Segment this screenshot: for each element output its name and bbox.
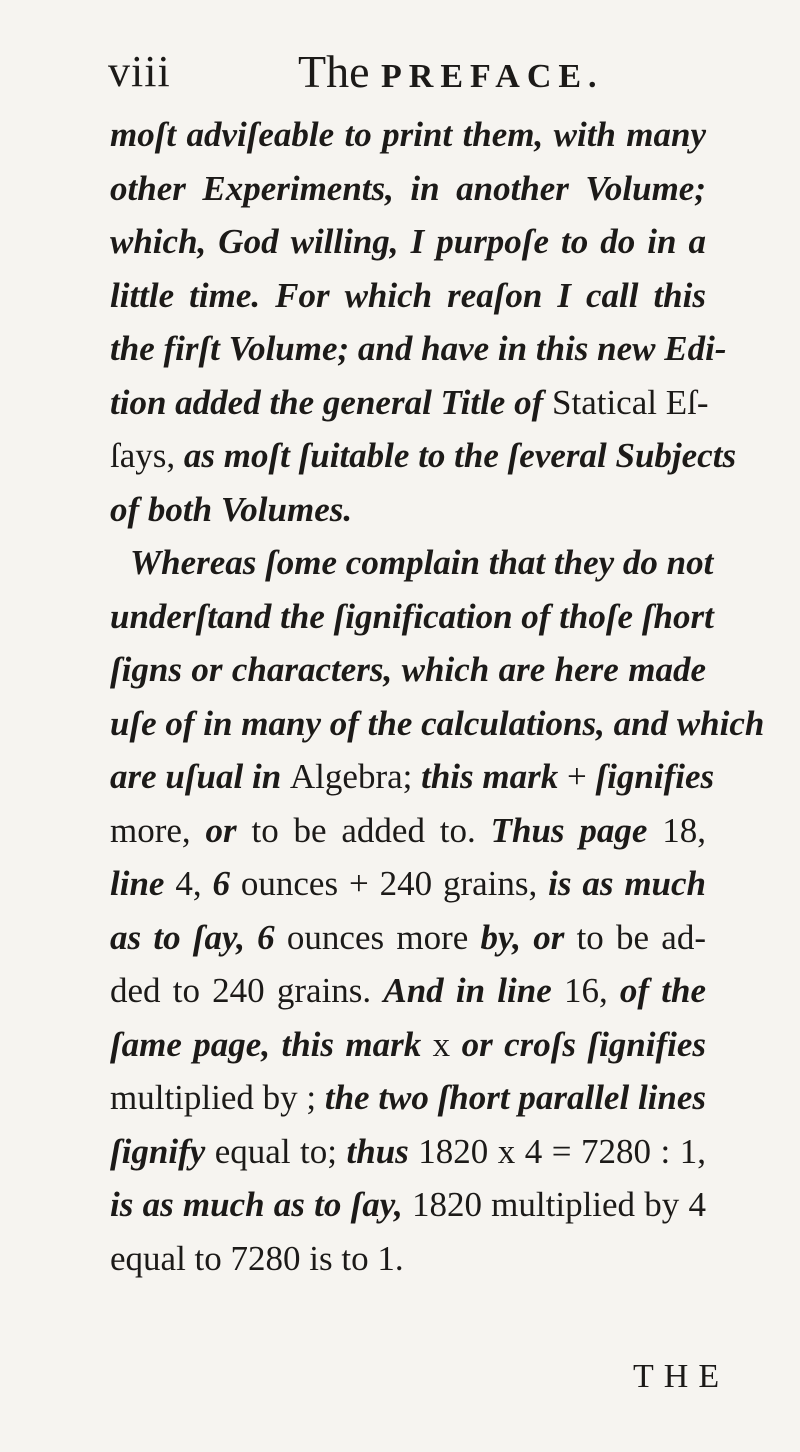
italic-text: ſigns or characters, which are here made <box>110 650 706 689</box>
italic-text: this mark <box>421 757 567 796</box>
italic-text: or <box>205 810 252 850</box>
roman-text: to be ad- <box>576 917 706 957</box>
text-line <box>110 857 706 911</box>
running-head <box>108 44 708 100</box>
text-line <box>110 643 706 697</box>
italic-text: ſignify <box>110 1131 215 1171</box>
roman-text: Statical Eſ- <box>552 382 709 422</box>
italic-text: by, or <box>480 917 577 957</box>
catchword: THE <box>633 1358 730 1395</box>
text-line <box>110 269 706 323</box>
text-line <box>110 1232 706 1286</box>
roman-text: equal to; <box>214 1131 347 1171</box>
page-number: viii <box>108 47 171 96</box>
text-line <box>110 1018 706 1072</box>
italic-text: moſt adviſeable to print them, with many <box>110 115 706 154</box>
italic-text: line <box>110 864 176 903</box>
italic-text: which, God willing, I purpoſe to do in a <box>110 222 706 261</box>
italic-text: as to ſay, 6 <box>110 917 287 957</box>
roman-text: 18, <box>662 810 706 850</box>
text-line <box>110 750 715 804</box>
italic-text: is as much as to ſay, <box>110 1185 412 1224</box>
italic-text: ſame page, this mark <box>110 1024 433 1064</box>
roman-text: 4, <box>175 864 213 903</box>
roman-text: 16, <box>563 971 620 1010</box>
italic-text: are uſual in <box>110 757 290 796</box>
text-line <box>110 483 706 537</box>
italic-text: of the <box>619 971 707 1010</box>
text-line <box>110 1071 706 1125</box>
running-title-initial: The <box>298 46 382 97</box>
text-line <box>110 376 709 430</box>
text-line <box>110 1125 706 1179</box>
roman-text: + <box>567 757 587 796</box>
roman-text: 1820 x 4 = 7280 : 1, <box>418 1131 707 1171</box>
text-line <box>110 804 706 858</box>
text-line <box>110 162 706 216</box>
roman-text: x <box>432 1024 462 1064</box>
text-line <box>110 536 714 590</box>
italic-text: And in line <box>383 971 564 1010</box>
running-title-caps: PREFACE. <box>381 58 604 95</box>
roman-text: more, <box>110 810 206 850</box>
text-line <box>110 215 706 269</box>
body-text <box>110 108 765 1285</box>
text-line <box>110 322 727 376</box>
roman-text: ded to 240 grains. <box>110 971 384 1010</box>
italic-text: Thus page <box>490 810 663 850</box>
text-line <box>110 911 706 965</box>
text-line <box>110 108 706 162</box>
italic-text: the two ſhort parallel lines <box>324 1078 707 1117</box>
roman-text: ſays, <box>110 436 184 475</box>
italic-text: 6 <box>212 864 241 903</box>
text-line <box>110 590 714 644</box>
italic-text: is as much <box>548 864 707 903</box>
italic-text: tion added the general Title of <box>110 382 552 422</box>
running-title <box>298 44 604 105</box>
roman-text: equal to 7280 is to 1. <box>110 1238 404 1278</box>
text-line <box>110 429 737 483</box>
italic-text: the firſt Volume; and have in this new Edi- <box>110 329 727 368</box>
italic-text: Whereas ſome complain that they do not <box>130 543 714 582</box>
italic-text: thus <box>346 1131 419 1171</box>
roman-text: ounces + 240 grains, <box>240 864 549 903</box>
text-line <box>110 697 765 751</box>
roman-text: multiplied by ; <box>110 1078 325 1117</box>
text-line <box>110 964 706 1018</box>
italic-text: of both Volumes. <box>110 489 353 529</box>
italic-text: as moſt ſuitable to the ſeveral Subjects <box>183 436 737 475</box>
italic-text: ſignifies <box>586 757 715 796</box>
italic-text: other Experiments, in another Volume; <box>110 168 706 208</box>
roman-text: Algebra; <box>289 757 422 796</box>
italic-text: or croſs ſignifies <box>461 1024 707 1064</box>
text-line <box>110 1178 706 1232</box>
italic-text: underſtand the ſignification of thoſe ſhort <box>110 596 714 636</box>
roman-text: ounces more <box>286 917 481 957</box>
italic-text: uſe of in many of the calculations, and which <box>110 703 765 743</box>
roman-text: 1820 multiplied by 4 <box>411 1185 706 1224</box>
roman-text: to be added to. <box>251 810 491 850</box>
italic-text: little time. For which reaſon I call this <box>110 275 706 315</box>
